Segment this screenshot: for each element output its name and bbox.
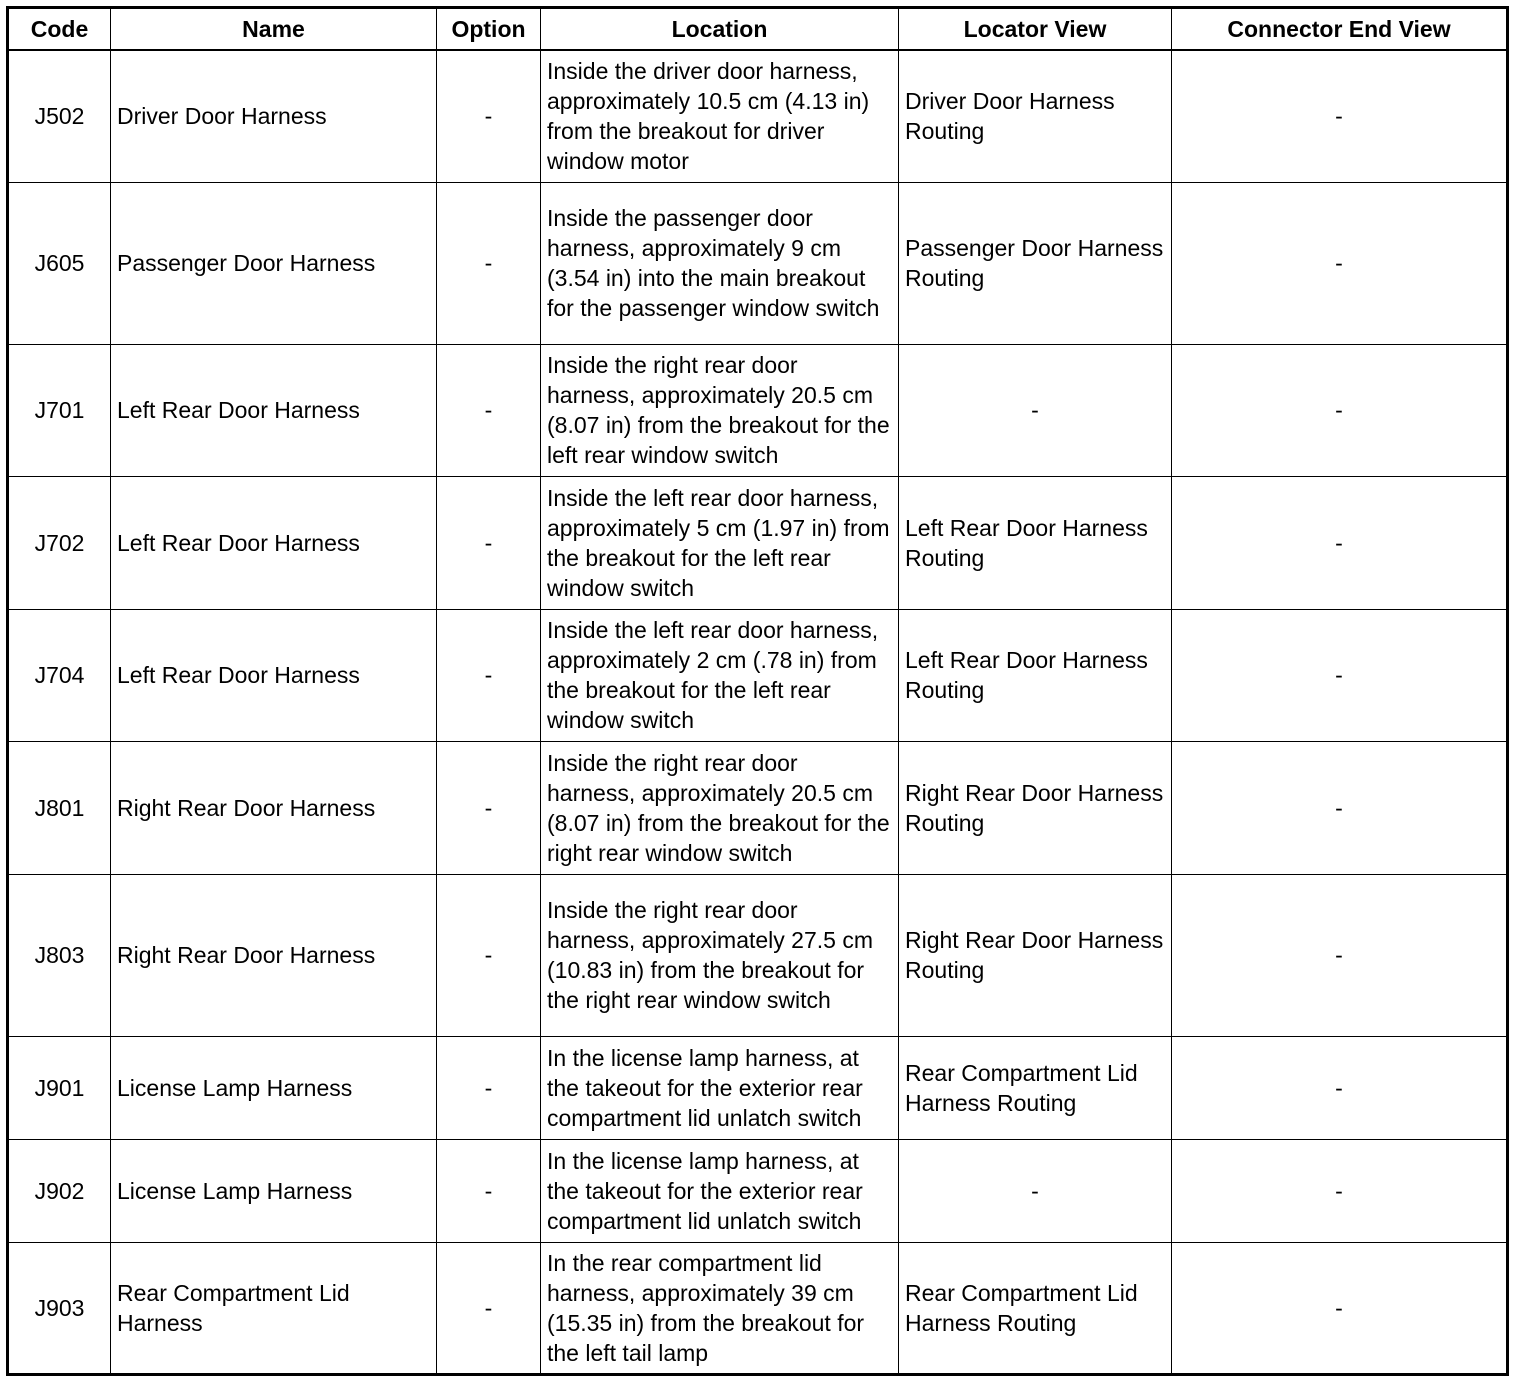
cell-locator-view: - bbox=[899, 344, 1172, 476]
cell-code: J902 bbox=[8, 1139, 111, 1242]
cell-name: License Lamp Harness bbox=[111, 1036, 437, 1139]
cell-code: J605 bbox=[8, 182, 111, 344]
cell-connector-end-view: - bbox=[1172, 1139, 1508, 1242]
header-locator-view: Locator View bbox=[899, 8, 1172, 51]
header-row bbox=[8, 8, 1508, 51]
cell-locator-view: Left Rear Door Harness Routing bbox=[899, 476, 1172, 609]
cell-location: Inside the right rear door harness, approximately 27.5 cm (10.83 in) from the breakout for the right rear window switch bbox=[541, 874, 899, 1036]
table-row bbox=[8, 1242, 1508, 1374]
cell-name: Left Rear Door Harness bbox=[111, 609, 437, 741]
table-row bbox=[8, 874, 1508, 1036]
cell-connector-end-view: - bbox=[1172, 182, 1508, 344]
cell-location: Inside the left rear door harness, approximately 2 cm (.78 in) from the breakout for the left rear window switch bbox=[541, 609, 899, 741]
cell-locator-view: Driver Door Harness Routing bbox=[899, 50, 1172, 182]
cell-name: Right Rear Door Harness bbox=[111, 741, 437, 874]
cell-connector-end-view: - bbox=[1172, 874, 1508, 1036]
cell-option: - bbox=[437, 182, 541, 344]
header-option: Option bbox=[437, 8, 541, 51]
cell-name: Right Rear Door Harness bbox=[111, 874, 437, 1036]
cell-locator-view: Right Rear Door Harness Routing bbox=[899, 741, 1172, 874]
header-code: Code bbox=[8, 8, 111, 51]
cell-locator-view: Rear Compartment Lid Harness Routing bbox=[899, 1242, 1172, 1374]
cell-location: Inside the right rear door harness, approximately 20.5 cm (8.07 in) from the breakout for the left rear window switch bbox=[541, 344, 899, 476]
table-row bbox=[8, 609, 1508, 741]
cell-code: J903 bbox=[8, 1242, 111, 1374]
cell-name: Passenger Door Harness bbox=[111, 182, 437, 344]
cell-connector-end-view: - bbox=[1172, 1242, 1508, 1374]
cell-location: In the rear compartment lid harness, approximately 39 cm (15.35 in) from the breakout for the left tail lamp bbox=[541, 1242, 899, 1374]
table-row bbox=[8, 1036, 1508, 1139]
cell-code: J704 bbox=[8, 609, 111, 741]
cell-code: J502 bbox=[8, 50, 111, 182]
cell-code: J803 bbox=[8, 874, 111, 1036]
header-name: Name bbox=[111, 8, 437, 51]
cell-location: Inside the passenger door harness, approximately 9 cm (3.54 in) into the main breakout for the passenger window switch bbox=[541, 182, 899, 344]
table-row bbox=[8, 1139, 1508, 1242]
cell-name: Left Rear Door Harness bbox=[111, 344, 437, 476]
table-row bbox=[8, 344, 1508, 476]
cell-code: J901 bbox=[8, 1036, 111, 1139]
cell-connector-end-view: - bbox=[1172, 344, 1508, 476]
header-connector-end-view: Connector End View bbox=[1172, 8, 1508, 51]
cell-option: - bbox=[437, 1242, 541, 1374]
header-location: Location bbox=[541, 8, 899, 51]
cell-location: Inside the driver door harness, approximately 10.5 cm (4.13 in) from the breakout for driver window motor bbox=[541, 50, 899, 182]
cell-code: J801 bbox=[8, 741, 111, 874]
cell-option: - bbox=[437, 1036, 541, 1139]
table-row bbox=[8, 741, 1508, 874]
cell-location: Inside the left rear door harness, approximately 5 cm (1.97 in) from the breakout for the left rear window switch bbox=[541, 476, 899, 609]
cell-option: - bbox=[437, 1139, 541, 1242]
cell-name: Driver Door Harness bbox=[111, 50, 437, 182]
cell-name: License Lamp Harness bbox=[111, 1139, 437, 1242]
cell-option: - bbox=[437, 344, 541, 476]
cell-locator-view: - bbox=[899, 1139, 1172, 1242]
table-row bbox=[8, 182, 1508, 344]
cell-location: In the license lamp harness, at the takeout for the exterior rear compartment lid unlatch switch bbox=[541, 1036, 899, 1139]
inline-connector-table bbox=[6, 6, 1509, 1376]
cell-option: - bbox=[437, 476, 541, 609]
cell-connector-end-view: - bbox=[1172, 741, 1508, 874]
cell-code: J701 bbox=[8, 344, 111, 476]
cell-connector-end-view: - bbox=[1172, 609, 1508, 741]
cell-locator-view: Left Rear Door Harness Routing bbox=[899, 609, 1172, 741]
table-header bbox=[8, 8, 1508, 51]
cell-option: - bbox=[437, 609, 541, 741]
cell-location: In the license lamp harness, at the takeout for the exterior rear compartment lid unlatch switch bbox=[541, 1139, 899, 1242]
cell-name: Rear Compartment Lid Harness bbox=[111, 1242, 437, 1374]
cell-code: J702 bbox=[8, 476, 111, 609]
cell-connector-end-view: - bbox=[1172, 476, 1508, 609]
cell-locator-view: Passenger Door Harness Routing bbox=[899, 182, 1172, 344]
cell-option: - bbox=[437, 874, 541, 1036]
cell-location: Inside the right rear door harness, approximately 20.5 cm (8.07 in) from the breakout for the right rear window switch bbox=[541, 741, 899, 874]
table-row bbox=[8, 476, 1508, 609]
cell-name: Left Rear Door Harness bbox=[111, 476, 437, 609]
cell-option: - bbox=[437, 50, 541, 182]
table-body bbox=[8, 50, 1508, 1374]
cell-locator-view: Right Rear Door Harness Routing bbox=[899, 874, 1172, 1036]
table-row bbox=[8, 50, 1508, 182]
cell-connector-end-view: - bbox=[1172, 50, 1508, 182]
cell-option: - bbox=[437, 741, 541, 874]
cell-connector-end-view: - bbox=[1172, 1036, 1508, 1139]
cell-locator-view: Rear Compartment Lid Harness Routing bbox=[899, 1036, 1172, 1139]
